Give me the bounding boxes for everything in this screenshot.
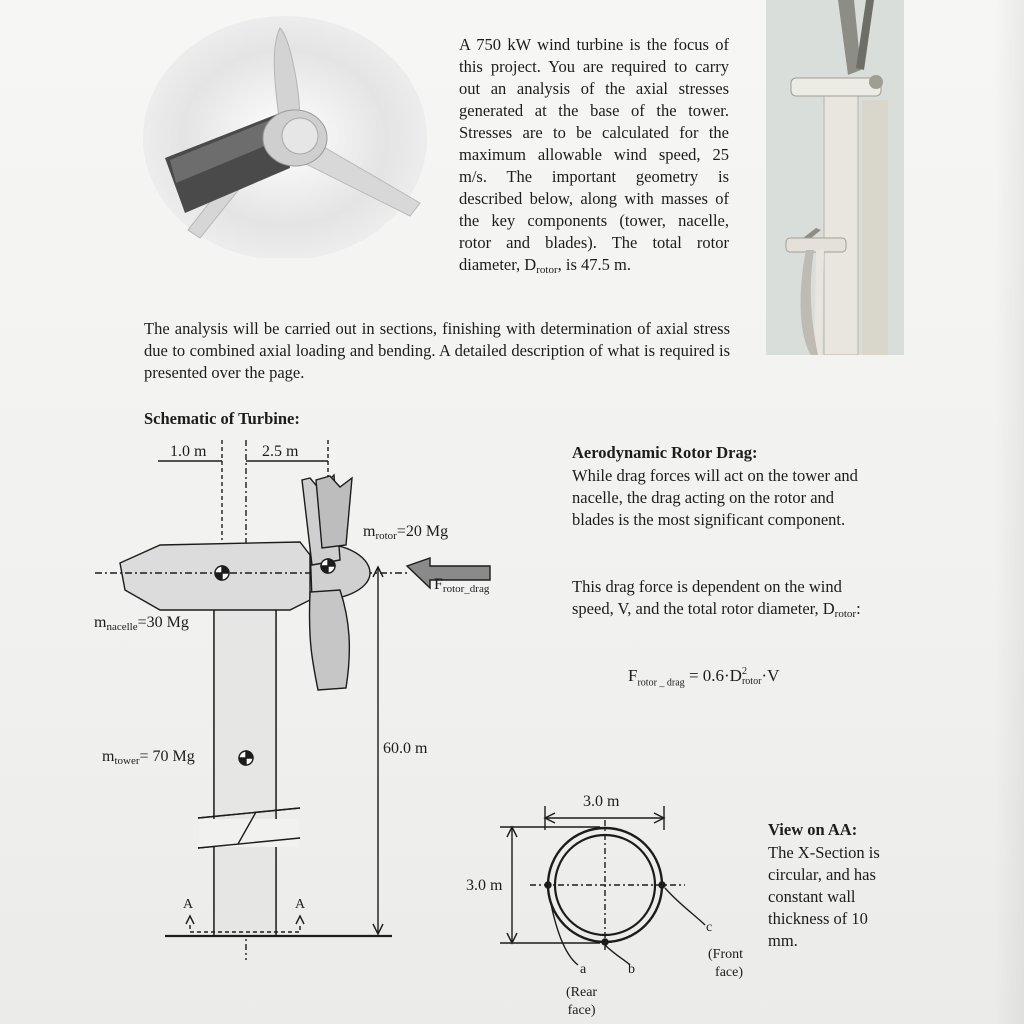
point-a-label: a bbox=[580, 962, 587, 977]
drag-dependence: This drag force is dependent on the wind speed, V, and the total rotor diameter, $D_{rotor}$: bbox=[572, 577, 861, 620]
front-face-label: (Front face) bbox=[708, 947, 743, 980]
rear-face-label: (Rear face) bbox=[566, 985, 598, 1018]
rotor-mass-label: $m_{rotor}=20$ Mg bbox=[363, 523, 449, 542]
schematic-heading: Schematic of Turbine: bbox=[144, 409, 300, 428]
tower-mass-label: $m_{tower}= 70$ Mg bbox=[102, 748, 195, 767]
drag-formula: $F_{rotor \_ drag} = 0.6\cdot D$ 2 rotor ·V bbox=[628, 666, 780, 689]
blade-upper-front bbox=[316, 476, 352, 548]
intro-paragraph: A 750 kW wind turbine is the focus of this project. You are required to carry out an analysis of the axial stresses generated at the base of the tower. Stresses are to be calculated for the maximum allowable wind speed, 25 m/s. The important geometry is described below, along with masses of the key components (tower, nacelle, rotor and blades). The total rotor diameter, $D_{rotor}$, is 47.5 m. bbox=[459, 35, 729, 276]
blade-lower bbox=[309, 590, 349, 690]
view-aa-heading: View on AA: bbox=[768, 820, 858, 839]
dim-tower-height: 60.0 m bbox=[383, 740, 428, 757]
drag-heading: Aerodynamic Rotor Drag: bbox=[572, 443, 758, 462]
section-arrow-left bbox=[186, 916, 194, 924]
section-arrow-right bbox=[296, 916, 304, 924]
dim-section-width: 3.0 m bbox=[583, 793, 620, 810]
view-aa-description: The X-Section is circular, and has constant wall thickness of 10 mm. bbox=[768, 843, 880, 950]
section-mark-left: A bbox=[183, 897, 194, 912]
dim-nacelle-length: 1.0 m bbox=[170, 443, 207, 460]
dim-rotor-offset: 2.5 m bbox=[262, 443, 299, 460]
point-c-dot bbox=[659, 882, 665, 888]
drag-force-label: $F_{rotor\_drag}$ bbox=[434, 576, 490, 595]
analysis-paragraph: The analysis will be carried out in sections, finishing with determination of axial stress due to combined axial loading and bending. A detailed description of what is required is presented over the page. bbox=[144, 319, 730, 382]
point-b-dot bbox=[602, 939, 608, 945]
section-mark-right: A bbox=[295, 897, 306, 912]
point-c-label: c bbox=[706, 920, 713, 935]
dim-section-height: 3.0 m bbox=[466, 877, 503, 894]
point-a-dot bbox=[545, 882, 551, 888]
nacelle-mass-label: $m_{nacelle}=30$ Mg bbox=[94, 614, 189, 633]
drag-description: While drag forces will act on the tower and nacelle, the drag acting on the rotor and blades is the most significant component. bbox=[572, 466, 858, 529]
leader-b bbox=[605, 945, 630, 965]
leader-c bbox=[665, 888, 705, 925]
leader-a bbox=[548, 888, 578, 965]
point-b-label: b bbox=[628, 962, 635, 977]
